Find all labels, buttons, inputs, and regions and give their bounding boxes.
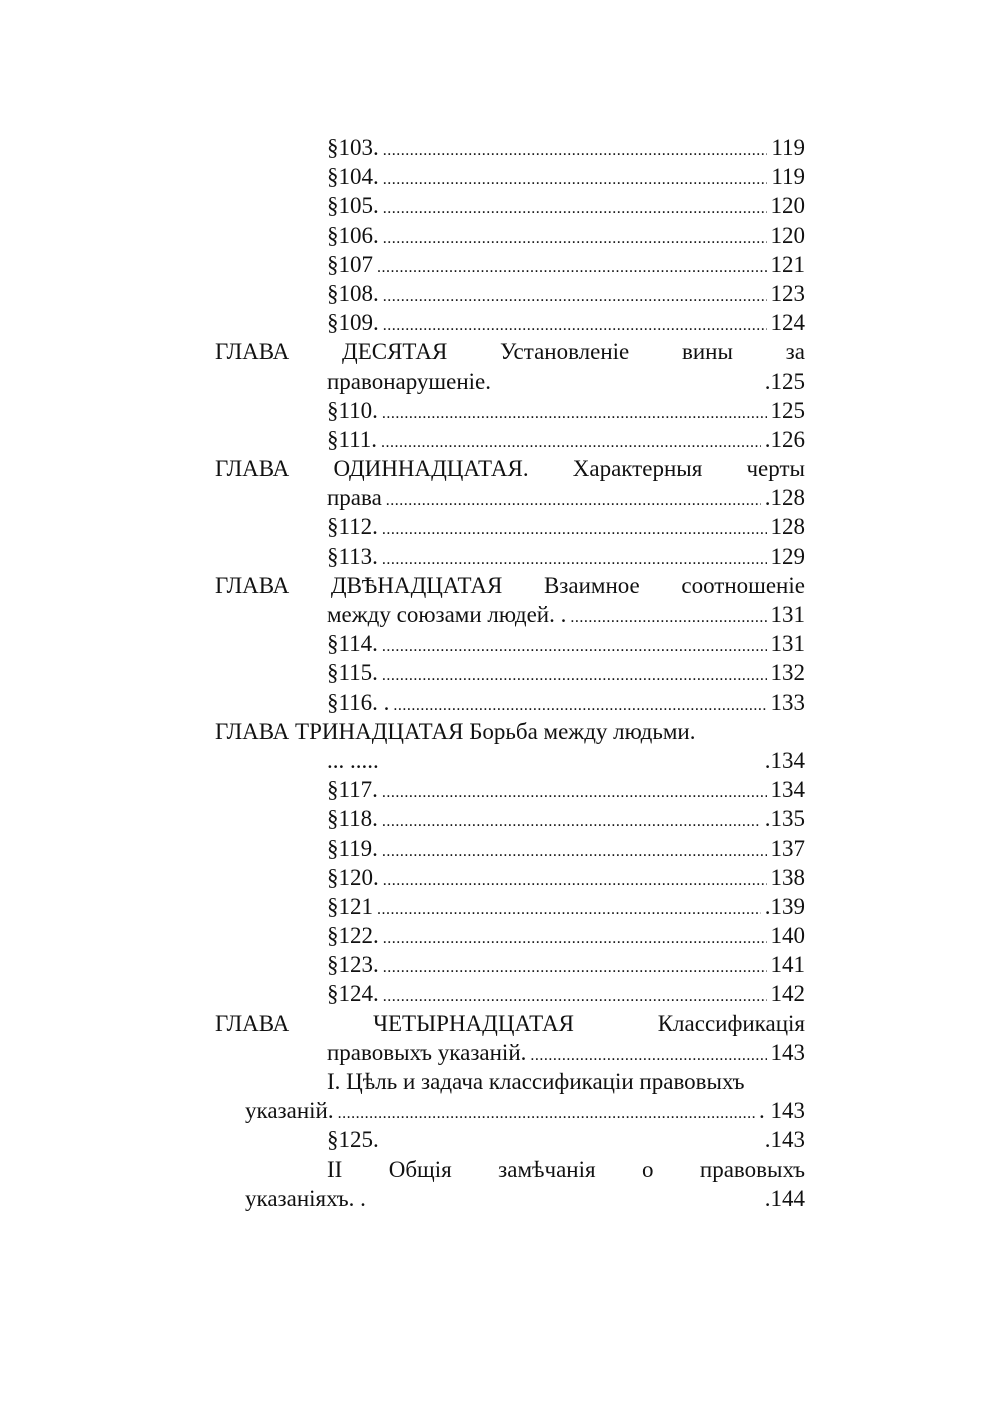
dot-leader (382, 661, 767, 690)
entry-label: правонарушеніе. (327, 368, 492, 394)
chapter-continuation (215, 746, 805, 775)
dot-leader (381, 428, 761, 457)
toc-entry (215, 279, 805, 308)
entry-page: 131 (770, 602, 805, 627)
dot-leader (383, 982, 767, 1011)
toc-entry (215, 863, 805, 892)
entry-label: §122. (327, 923, 379, 949)
entry-page: 133 (770, 689, 805, 715)
dot-leader (383, 136, 768, 165)
dot-leader (386, 486, 761, 515)
subheading (215, 1155, 805, 1184)
chapter-word: ГЛАВА (215, 456, 290, 482)
entry-label: правовыхъ указаній. (327, 1039, 527, 1065)
chapter-heading (215, 571, 805, 600)
entry-page: .139 (764, 893, 805, 919)
dot-leader (382, 545, 767, 574)
entry-page: 132 (770, 660, 805, 686)
toc-entry (215, 425, 805, 454)
entry-label: §103. (327, 135, 379, 160)
entry-page: 119 (771, 135, 805, 160)
entry-label: §116. . (327, 689, 390, 715)
toc-entry (215, 250, 805, 279)
entry-page: 121 (770, 251, 805, 277)
chapter-word: вины (682, 339, 733, 365)
dot-leader (382, 837, 767, 866)
chapter-continuation (215, 483, 805, 512)
entry-page: .125 (764, 368, 805, 394)
toc-entry (215, 775, 805, 804)
chapter-heading (215, 454, 805, 483)
toc-entry (215, 221, 805, 250)
chapter-word: соотношеніе (681, 572, 805, 598)
dot-leader (383, 224, 767, 253)
chapter-continuation (215, 1038, 805, 1067)
entry-page: .128 (764, 485, 805, 511)
entry-label: ... ..... (327, 747, 379, 773)
chapter-word: ЧЕТЫРНАДЦАТАЯ (373, 1010, 574, 1036)
chapter-heading (215, 1009, 805, 1038)
toc-entry (215, 834, 805, 863)
entry-page: 138 (770, 864, 805, 890)
toc-entry (215, 162, 805, 191)
entry-label: §104. (327, 164, 379, 190)
dot-leader (377, 253, 767, 282)
dot-leader (393, 691, 766, 720)
chapter-word: Классификація (657, 1010, 805, 1036)
entry-label: §112. (327, 514, 378, 540)
dot-leader (383, 924, 767, 953)
chapter-word: черты (746, 456, 805, 482)
entry-label: §110. (327, 397, 378, 423)
entry-page: 123 (770, 280, 805, 306)
chapter-word: Взаимное (543, 572, 640, 598)
entry-label: §125. (327, 1127, 379, 1153)
chapter-word: ДВѢНАДЦАТАЯ (330, 572, 503, 598)
entry-label: §117. (327, 777, 378, 803)
dot-leader (383, 311, 767, 340)
subheading-text: I. Цѣль и задача классификаціи правовыхъ (327, 1069, 745, 1094)
chapter-word: ДЕСЯТАЯ (342, 339, 448, 365)
toc-entry (215, 396, 805, 425)
entry-page: 125 (770, 397, 805, 423)
subheading (215, 1067, 805, 1096)
entry-page: 142 (770, 981, 805, 1007)
toc-entry (215, 1125, 805, 1154)
chapter-word: ГЛАВА (215, 572, 290, 598)
entry-page: 143 (770, 1039, 805, 1065)
entry-page: 140 (770, 923, 805, 949)
dot-leader (382, 515, 767, 544)
dot-leader (382, 632, 767, 661)
entry-page: .144 (764, 1185, 805, 1211)
entry-label: §113. (327, 543, 378, 569)
entry-label: §107 (327, 251, 373, 277)
entry-label: §121 (327, 893, 373, 919)
subheading-word: о (641, 1156, 654, 1182)
toc-entry (215, 133, 805, 162)
entry-page: 141 (770, 952, 805, 978)
entry-page: 120 (770, 222, 805, 248)
toc-entry (215, 950, 805, 979)
entry-label: §120. (327, 864, 379, 890)
dot-leader (383, 165, 768, 194)
dot-leader (382, 778, 767, 807)
entry-page: 124 (770, 310, 805, 336)
subheading-continuation (215, 1096, 805, 1125)
chapter-heading (215, 717, 805, 746)
entry-page: .135 (764, 806, 805, 832)
dot-leader (338, 1099, 755, 1128)
entry-page: 129 (770, 543, 805, 569)
subheading-word: замѣчанія (498, 1156, 596, 1182)
toc-entry (215, 542, 805, 571)
chapter-word: Установленіе (500, 339, 630, 365)
toc-entry (215, 308, 805, 337)
entry-label: §109. (327, 310, 379, 336)
entry-label: §119. (327, 835, 378, 861)
dot-leader (383, 953, 767, 982)
entry-label: указаніяхъ. . (245, 1185, 366, 1211)
entry-label: §108. (327, 280, 379, 306)
chapter-word: ГЛАВА (215, 339, 290, 365)
dot-leader (377, 895, 761, 924)
chapter-title: ГЛАВА ТРИНАДЦАТАЯ Борьба между людьми. (215, 718, 696, 744)
dot-leader (383, 194, 767, 223)
chapter-heading (215, 337, 805, 366)
subheading-word: правовыхъ (699, 1156, 805, 1182)
entry-page: 131 (770, 631, 805, 657)
toc-entry (215, 191, 805, 220)
entry-label: §123. (327, 952, 379, 978)
chapter-continuation (215, 367, 805, 396)
table-of-contents (215, 133, 805, 1213)
chapter-continuation (215, 600, 805, 629)
toc-entry (215, 629, 805, 658)
entry-page: .143 (764, 1127, 805, 1153)
subheading-word: II (327, 1156, 343, 1182)
dot-leader (382, 399, 767, 428)
entry-label: права (327, 485, 382, 511)
toc-entry (215, 688, 805, 717)
entry-page: .134 (764, 747, 805, 773)
dot-leader (382, 807, 761, 836)
chapter-word: ОДИННАДЦАТАЯ. (333, 456, 529, 482)
dot-leader (570, 603, 766, 632)
toc-entry (215, 804, 805, 833)
entry-label: §124. (327, 981, 379, 1007)
entry-label: §114. (327, 631, 378, 657)
toc-entry (215, 921, 805, 950)
entry-page: 120 (770, 193, 805, 219)
toc-entry (215, 512, 805, 541)
toc-entry (215, 979, 805, 1008)
entry-page: 137 (770, 835, 805, 861)
toc-entry (215, 892, 805, 921)
entry-label: §115. (327, 660, 378, 686)
chapter-word: ГЛАВА (215, 1010, 290, 1036)
entry-label: §111. (327, 426, 378, 452)
dot-leader (383, 282, 767, 311)
entry-label: указаній. (245, 1098, 334, 1124)
entry-page: 128 (770, 514, 805, 540)
dot-leader (530, 1041, 766, 1070)
toc-entry (215, 658, 805, 687)
chapter-word: Характерныя (572, 456, 703, 482)
dot-leader (383, 866, 767, 895)
subheading-word: Общія (388, 1156, 452, 1182)
chapter-word: за (785, 339, 805, 365)
entry-label: §106. (327, 222, 379, 248)
entry-page: .126 (764, 426, 805, 452)
entry-label: между союзами людей. . (327, 602, 567, 627)
entry-page: 134 (770, 777, 805, 803)
entry-page: 119 (771, 164, 805, 190)
entry-label: §105. (327, 193, 379, 219)
entry-page: . 143 (759, 1098, 805, 1124)
entry-label: §118. (327, 806, 378, 832)
subheading-continuation (215, 1184, 805, 1213)
